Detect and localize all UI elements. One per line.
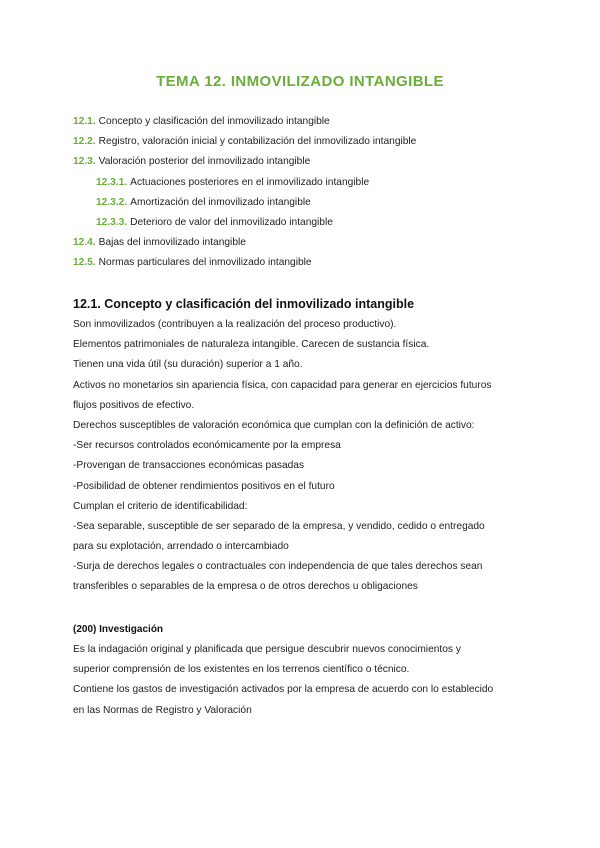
toc-number: 12.3.1.: [96, 176, 128, 188]
section-heading: 12.1. Concepto y clasificación del inmovilizado intangible: [73, 297, 415, 311]
paragraph-line: para su explotación, arrendado o intercambiado: [73, 541, 289, 553]
paragraph-line: Elementos patrimoniales de naturaleza intangible. Carecen de sustancia física.: [73, 339, 430, 351]
paragraph-line: en las Normas de Registro y Valoración: [73, 704, 252, 716]
section-concepto: [73, 293, 533, 598]
toc-item: [0, 253, 600, 273]
paragraph-line: Tienen una vida útil (su duración) superior a 1 año.: [73, 359, 303, 371]
toc-number: 12.5.: [73, 257, 96, 269]
toc-number: 12.2.: [73, 136, 96, 148]
paragraph-line: Contiene los gastos de investigación activados por la empresa de acuerdo con lo establecido: [73, 684, 494, 696]
paragraph-line: flujos positivos de efectivo.: [73, 399, 195, 411]
paragraph-line: -Posibilidad de obtener rendimientos positivos en el futuro: [73, 480, 335, 492]
toc-number: 12.1.: [73, 116, 96, 127]
paragraph-line: -Sea separable, susceptible de ser separado de la empresa, y vendido, cedido o entregado: [73, 520, 485, 532]
toc-text: Bajas del inmovilizado intangible: [98, 237, 246, 249]
toc-number: 12.3.3.: [96, 216, 128, 228]
paragraph-line: -Ser recursos controlados económicamente por la empresa: [73, 440, 341, 452]
toc-text: Normas particulares del inmovilizado intangible: [98, 257, 312, 269]
toc-text: Valoración posterior del inmovilizado intangible: [98, 156, 311, 168]
toc-text: Actuaciones posteriores en el inmovilizado intangible: [130, 176, 370, 188]
toc-subitem: [0, 173, 600, 193]
toc-item: [0, 132, 600, 152]
toc-text: Amortización del inmovilizado intangible: [130, 196, 311, 208]
paragraph-line: Activos no monetarios sin apariencia física, con capacidad para generar en ejercicios futuros: [73, 379, 492, 391]
paragraph-line: -Surja de derechos legales o contractuales con independencia de que tales derechos sean: [73, 561, 483, 573]
paragraph-line: Son inmovilizados (contribuyen a la realización del proceso productivo).: [73, 319, 397, 330]
toc-number: 12.4.: [73, 237, 96, 249]
toc-number: 12.3.: [73, 156, 96, 168]
toc-number: 12.3.2.: [96, 196, 128, 208]
toc-text: Registro, valoración inicial y contabilización del inmovilizado intangible: [98, 136, 417, 148]
toc-subitem: [0, 193, 600, 213]
page-title: TEMA 12. INMOVILIZADO INTANGIBLE: [156, 73, 444, 90]
toc-subitem: [0, 213, 600, 233]
toc-item: [0, 233, 600, 253]
paragraph-line: -Provengan de transacciones económicas pasadas: [73, 460, 305, 472]
paragraph-line: Derechos susceptibles de valoración económica que cumplan con la definición de activo:: [73, 419, 475, 431]
toc-item: [0, 112, 600, 132]
table-of-contents: [0, 112, 600, 274]
toc-text: Deterioro de valor del inmovilizado intangible: [130, 216, 333, 228]
paragraph-line: transferibles o separables de la empresa o de otros derechos u obligaciones: [73, 581, 418, 593]
paragraph-line: Es la indagación original y planificada que persigue descubrir nuevos conocimientos y: [73, 644, 461, 655]
section-investigacion: [73, 620, 533, 721]
paragraph-line: Cumplan el criterio de identificabilidad:: [73, 500, 248, 512]
toc-item: [0, 152, 600, 172]
subsection-heading: (200) Investigación: [73, 624, 164, 635]
toc-text: Concepto y clasificación del inmovilizado intangible: [98, 116, 330, 127]
paragraph-line: superior comprensión de los existentes en los terrenos científico o técnico.: [73, 664, 410, 676]
